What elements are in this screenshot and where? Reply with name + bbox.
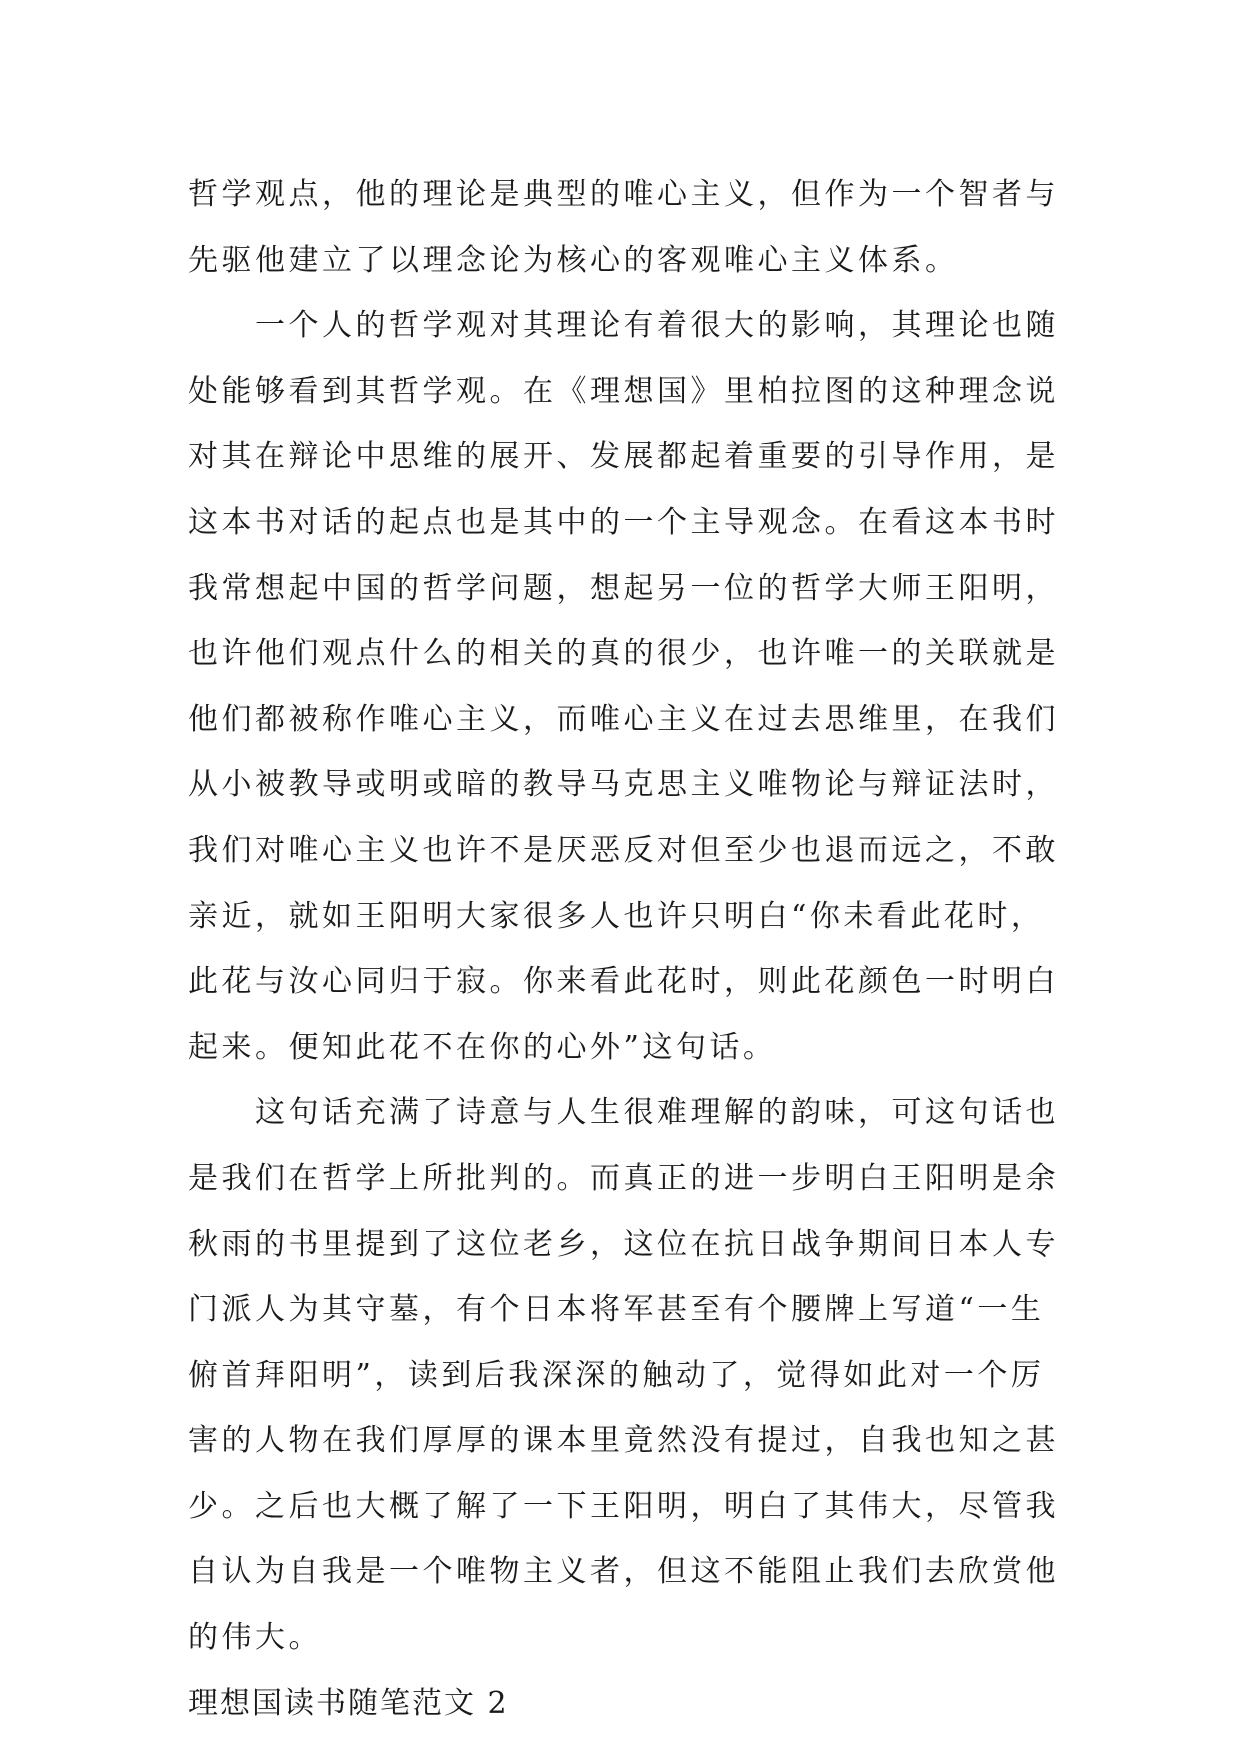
text-line: 俯首拜阳明”，读到后我深深的触动了，觉得如此对一个厉 <box>188 1357 1045 1393</box>
text-line: 我们对唯心主义也许不是厌恶反对但至少也退而远之，不敢 <box>188 832 1059 868</box>
text-line: 亲近，就如王阳明大家很多人也许只明白“你未看此花时， <box>188 898 1045 934</box>
text-line: 自认为自我是一个唯物主义者，但这不能阻止我们去欣赏他 <box>188 1554 1059 1590</box>
text-line: 是我们在哲学上所批判的。而真正的进一步明白王阳明是余 <box>188 1160 1059 1196</box>
text-line: 先驱他建立了以理念论为核心的客观唯心主义体系。 <box>188 242 959 278</box>
text-line: 此花与汝心同归于寂。你来看此花时，则此花颜色一时明白 <box>188 964 1059 1000</box>
text-line: 的伟大。 <box>188 1620 322 1656</box>
text-line: 秋雨的书里提到了这位老乡，这位在抗日战争期间日本人专 <box>188 1226 1059 1262</box>
text-line: 少。之后也大概了解了一下王阳明，明白了其伟大，尽管我 <box>188 1488 1059 1524</box>
text-line: 哲学观点，他的理论是典型的唯心主义，但作为一个智者与 <box>188 177 1059 212</box>
text-line: 门派人为其守墓，有个日本将军甚至有个腰牌上写道“一生 <box>188 1292 1045 1328</box>
text-line: 处能够看到其哲学观。在《理想国》里柏拉图的这种理念说 <box>188 373 1059 409</box>
text-line: 我常想起中国的哲学问题，想起另一位的哲学大师王阳明， <box>188 570 1059 606</box>
text-line: 起来。便知此花不在你的心外”这句话。 <box>188 1029 777 1065</box>
paragraph-first-line: 这句话充满了诗意与人生很难理解的韵味，可这句话也 <box>255 1095 1059 1131</box>
section-heading: 理想国读书随笔范文 2 <box>188 1685 509 1721</box>
document-body <box>188 162 1068 1736</box>
text-line: 从小被教导或明或暗的教导马克思主义唯物论与辩证法时， <box>188 767 1059 803</box>
text-line: 害的人物在我们厚厚的课本里竟然没有提过，自我也知之甚 <box>188 1423 1059 1459</box>
paragraph-first-line: 一个人的哲学观对其理论有着很大的影响，其理论也随 <box>255 308 1059 344</box>
text-line: 也许他们观点什么的相关的真的很少，也许唯一的关联就是 <box>188 636 1059 672</box>
text-line: 他们都被称作唯心主义，而唯心主义在过去思维里，在我们 <box>188 701 1059 737</box>
text-line: 对其在辩论中思维的展开、发展都起着重要的引导作用，是 <box>188 439 1059 475</box>
text-line: 这本书对话的起点也是其中的一个主导观念。在看这本书时 <box>188 504 1059 540</box>
